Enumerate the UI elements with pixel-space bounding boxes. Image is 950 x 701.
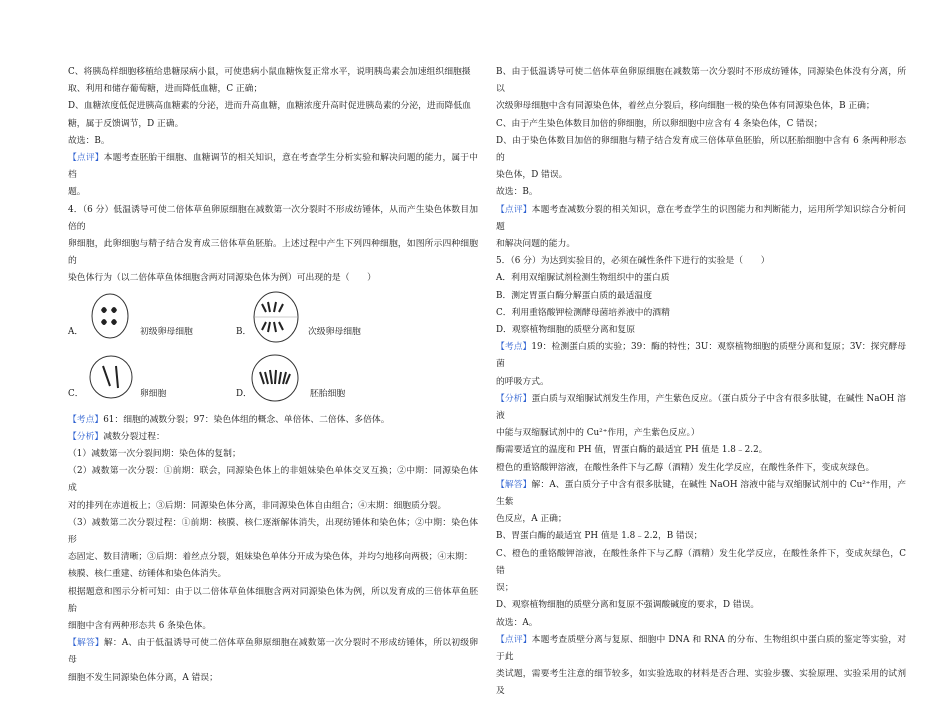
text-line: 细胞不发生同源染色体分离，A 错误； bbox=[68, 672, 218, 683]
text-line: 根据题意和图示分析可知：由于以二倍体草鱼体细胞含两对同源染色体为例，所以发育成的三倍体草鱼胚胎 bbox=[68, 586, 478, 614]
text-line: C、橙色的重铬酸钾溶液，在酸性条件下与乙醇（酒精）发生化学反应，在酸性条件下，变成灰绿色，C 错 bbox=[496, 548, 906, 576]
kaodian-line: 【考点】61：细胞的减数分裂；97：染色体组的概念、单倍体、二倍体、多倍体。 bbox=[68, 414, 390, 425]
text-line: 故选：B。 bbox=[496, 187, 538, 198]
text-line: 态固定、数目清晰；③后期：着丝点分裂，姐妹染色单体分开成为染色体，并均匀地移向两极；④末期： bbox=[68, 552, 473, 563]
text-line: C、由于产生染色体数目加倍的卵细胞，所以卵细胞中应含有 4 条染色体，C 错误； bbox=[496, 118, 823, 129]
text-line: 糖，属于反馈调节，D 正确。 bbox=[68, 118, 184, 129]
option-line: C．利用重铬酸钾检测酵母菌培养液中的酒精 bbox=[496, 307, 670, 318]
right-column bbox=[496, 64, 906, 701]
text-line: D、血糖浓度低促进胰高血糖素的分泌，进而升高血糖，血糖浓度升高时促进胰岛素的分泌，进而降低血 bbox=[68, 101, 471, 112]
text-line: 次级卵母细胞中含有同源染色体，着丝点分裂后，移向细胞一极的染色体有同源染色体，B 正确； bbox=[496, 101, 875, 112]
jieda-tag: 【解答】 bbox=[496, 479, 532, 490]
option-line: B．测定胃蛋白酶分解蛋白质的最适温度 bbox=[496, 290, 653, 301]
embryo-cell-drawing bbox=[250, 352, 300, 404]
kaodian-tag: 【考点】 bbox=[68, 414, 104, 425]
comment-line: 【点评】本题考查减数分裂的相关知识，意在考查学生的识图能力和判断能力，运用所学知识综合分析问题 bbox=[496, 204, 906, 232]
question-4-line: 卵细胞，此卵细胞与精子结合发育成三倍体草鱼胚胎。上述过程中产生下列四种细胞，如图所示四种细胞的 bbox=[68, 239, 478, 267]
text-line: D、观察植物细胞的质壁分离和复原不强调酸碱度的要求，D 错误。 bbox=[496, 600, 760, 611]
option-caption: 初级卵母细胞 bbox=[140, 326, 193, 337]
option-a-figure bbox=[68, 290, 228, 350]
comment-line: 【点评】本题考查质壁分离与复原、细胞中 DNA 和 RNA 的分布、生物组织中蛋白质的鉴定等实验，对于此 bbox=[496, 634, 906, 662]
primary-oocyte-drawing bbox=[90, 292, 130, 340]
option-caption: 卵细胞 bbox=[140, 388, 167, 399]
text-line: 对的排列在赤道板上；③后期：同源染色体分离，非同源染色体自由组合；④末期：细胞质分裂。 bbox=[68, 500, 447, 511]
text-line: 和解决问题的能力。 bbox=[496, 239, 576, 250]
text-line: 中能与双缩脲试剂中的 Cu²⁺作用，产生紫色反应。） bbox=[496, 428, 700, 439]
option-line: A．利用双缩脲试剂检测生物组织中的蛋白质 bbox=[496, 273, 670, 284]
text-line: 类试题，需要考生注意的细节较多，如实验选取的材料是否合理、实验步骤、实验原理、实验采用的试剂及 bbox=[496, 669, 906, 697]
text-line: 酶需要适宜的温度和 PH 值，胃蛋白酶的最适宜 PH 值是 1.8﹣2.2。 bbox=[496, 445, 768, 456]
option-letter: D． bbox=[236, 388, 252, 399]
option-d-figure bbox=[236, 352, 436, 410]
comment-tag: 【点评】 bbox=[68, 153, 104, 164]
question-4-line: 4．（6 分）低温诱导可使二倍体草鱼卵原细胞在减数第一次分裂时不形成纺锤体，从而产生染色体数目加倍的 bbox=[68, 204, 478, 232]
left-column bbox=[68, 64, 478, 687]
text-line: 色反应，A 正确； bbox=[496, 514, 567, 525]
option-c-figure bbox=[68, 352, 228, 410]
question-4-line: 染色体行为（以二倍体草鱼体细胞含两对同源染色体为例）可出现的是（ ） bbox=[68, 273, 376, 284]
kaodian-tag: 【考点】 bbox=[496, 342, 532, 353]
text-line: （1）减数第一次分裂间期：染色体的复制； bbox=[68, 449, 241, 460]
text-line: （3）减数第二次分裂过程：①前期：核膜、核仁逐渐解体消失，出现纺锤体和染色体；②中期：染色体形 bbox=[68, 517, 478, 546]
kaodian-line: 【考点】19：检测蛋白质的实验；39：酶的特性；3U：观察植物细胞的质壁分离和复原；3V：探究酵母菌 bbox=[496, 342, 906, 370]
text-line: C、将胰岛样细胞移植给患糖尿病小鼠，可使患病小鼠血糖恢复正常水平，说明胰岛素会加速组织细胞摄 bbox=[68, 67, 471, 77]
text-line: 细胞中含有两种形态共 6 条染色体。 bbox=[68, 621, 212, 632]
option-caption: 次级卵母细胞 bbox=[308, 326, 361, 337]
egg-cell-drawing bbox=[88, 352, 134, 402]
fenxi-line: 【分析】减数分裂过程： bbox=[68, 431, 165, 442]
text-line: 核膜、核仁重建、纺锤体和染色体消失。 bbox=[68, 569, 227, 580]
text-line: 故选：A。 bbox=[496, 617, 538, 628]
secondary-oocyte-drawing bbox=[252, 290, 300, 344]
option-letter: B． bbox=[236, 326, 252, 337]
option-line: D．观察植物细胞的质壁分离和复原 bbox=[496, 325, 636, 336]
text-line: 取、利用和储存葡萄糖，进而降低血糖，C 正确； bbox=[68, 84, 263, 95]
fenxi-tag: 【分析】 bbox=[68, 431, 104, 442]
jieda-tag: 【解答】 bbox=[68, 638, 104, 649]
jieda-line: 【解答】解：A、蛋白质分子中含有很多肽键，在碱性 NaOH 溶液中能与双缩脲试剂中的 Cu²⁺作用，产生紫 bbox=[496, 479, 906, 508]
fenxi-line: 【分析】蛋白质与双缩脲试剂发生作用，产生紫色反应。（蛋白质分子中含有很多肽键，在碱性 NaOH 溶液 bbox=[496, 393, 906, 422]
option-caption: 胚胎细胞 bbox=[310, 388, 346, 399]
comment-tag: 【点评】 bbox=[496, 634, 532, 645]
text-line: 故选：B。 bbox=[68, 135, 110, 146]
text-line: 橙色的重铬酸钾溶液，在酸性条件下与乙醇（酒精）发生化学反应，在酸性条件下，变成灰绿色。 bbox=[496, 462, 875, 473]
text-line: 题。 bbox=[68, 187, 86, 198]
text-line: （2）减数第一次分裂：①前期：联会，同源染色体上的非姐妹染色单体交叉互换；②中期：同源染色体成 bbox=[68, 466, 478, 494]
comment-line: 【点评】本题考查胚胎干细胞、血糖调节的相关知识，意在考查学生分析实验和解决问题的能力，属于中档 bbox=[68, 153, 478, 181]
fenxi-tag: 【分析】 bbox=[496, 393, 532, 404]
comment-tag: 【点评】 bbox=[496, 204, 532, 215]
option-letter: A． bbox=[68, 326, 84, 337]
question-5-line: 5．（6 分）为达到实验目的，必须在碱性条件下进行的实验是（ ） bbox=[496, 256, 770, 267]
text-line: 的呼吸方式。 bbox=[496, 376, 549, 387]
text-line: B、由于低温诱导可使二倍体草鱼卵原细胞在减数第一次分裂时不形成纺锤体，同源染色体没有分离，所以 bbox=[496, 67, 906, 95]
cell-figures bbox=[68, 290, 478, 410]
text-line: 误； bbox=[496, 583, 514, 594]
option-letter: C． bbox=[68, 388, 84, 399]
option-b-figure bbox=[236, 290, 436, 350]
text-line: B、胃蛋白酶的最适宜 PH 值是 1.8﹣2.2，B 错误； bbox=[496, 531, 703, 542]
text-line: 染色体，D 错误。 bbox=[496, 170, 568, 181]
jieda-line: 【解答】解：A、由于低温诱导可使二倍体草鱼卵原细胞在减数第一次分裂时不形成纺锤体，所以初级卵母 bbox=[68, 638, 478, 666]
text-line: D、由于染色体数目加倍的卵细胞与精子结合发育成三倍体草鱼胚胎，所以胚胎细胞中含有 6 条两种形态的 bbox=[496, 135, 906, 164]
